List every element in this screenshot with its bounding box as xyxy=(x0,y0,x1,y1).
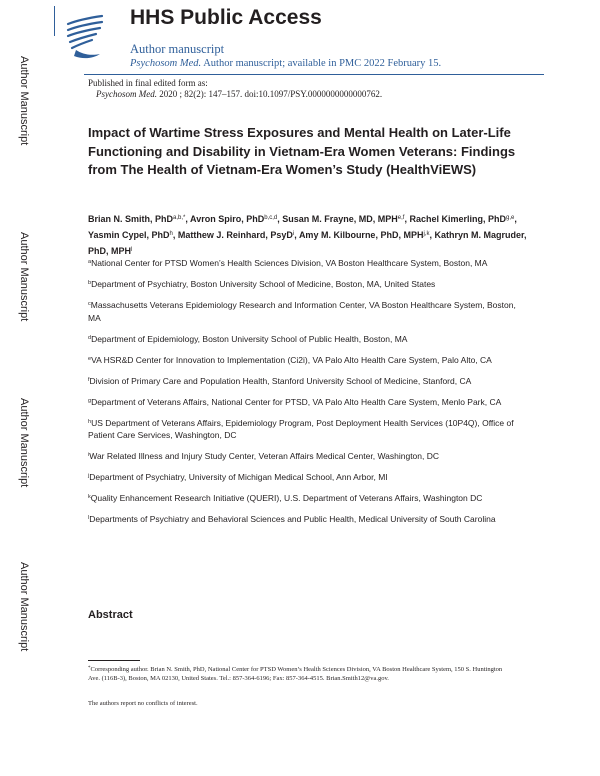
affiliation-text: National Center for PTSD Women’s Health Sciences Division, VA Boston Healthcare System, Boston, MA xyxy=(91,258,488,268)
affiliation-list xyxy=(88,256,526,533)
affiliation-marker: b xyxy=(88,280,92,286)
author-name: Brian N. Smith, PhD xyxy=(88,214,174,224)
hhs-public-access-title: HHS Public Access xyxy=(130,6,322,29)
affiliation-text: Department of Epidemiology, Boston University School of Public Health, Boston, MA xyxy=(91,333,408,344)
affiliation-marker: l xyxy=(88,515,90,521)
author-separator: , xyxy=(514,214,517,224)
author-affil-marker: g,e xyxy=(505,215,515,221)
author-affil-marker: a,b,* xyxy=(173,215,186,221)
affiliation-text: VA HSR&D Center for Innovation to Implementation (Ci2i), VA Palo Alto Health Care System, Palo Alto, CA xyxy=(91,354,492,365)
header-accent-rule xyxy=(54,6,55,36)
citation-line xyxy=(96,89,382,99)
citation-details: 2020 ; 82(2): 147–157. doi:10.1097/PSY.0000000000000762. xyxy=(156,89,383,99)
author-name: Matthew J. Reinhard, PsyD xyxy=(177,230,293,240)
author-affil-marker: h xyxy=(169,231,173,237)
affiliation-marker: d xyxy=(88,334,92,341)
author-name: Susan M. Frayne, MD, MPH xyxy=(282,214,398,224)
author-affil-marker: l xyxy=(131,247,133,253)
author-separator: , xyxy=(294,230,299,240)
hhs-eagle-logo-icon xyxy=(62,10,108,62)
corresponding-author-footnote xyxy=(88,665,508,683)
abstract-heading: Abstract xyxy=(88,609,133,621)
affiliation-text: Division of Primary Care and Population Health, Stanford University School of Medicine, Stanford, CA xyxy=(89,375,472,386)
author-name: Avron Spiro, PhD xyxy=(190,214,265,224)
conflicts-statement: The authors report no conflicts of interest. xyxy=(88,700,198,707)
author-affil-marker: j,k xyxy=(423,231,430,237)
citation-journal: Psychosom Med. xyxy=(96,89,157,99)
affiliation-item xyxy=(88,256,526,270)
affiliation-marker: g xyxy=(88,397,92,404)
journal-name: Psychosom Med. xyxy=(130,58,202,69)
author-name: Kathryn M. Magruder, PhD, MPH xyxy=(88,230,527,256)
author-name: Amy M. Kilbourne, PhD, MPH xyxy=(298,230,424,240)
affiliation-marker: c xyxy=(88,301,91,307)
affiliation-text: Department of Psychiatry, Boston University School of Medicine, Boston, MA, United States xyxy=(91,279,436,289)
sidebar-author-manuscript-label: Author Manuscript xyxy=(18,562,30,652)
affiliation-item xyxy=(88,353,526,367)
author-separator: , xyxy=(404,214,410,224)
affiliation-text: US Department of Veterans Affairs, Epidemiology Program, Post Deployment Health Services (10P4Q), Office of Patient Care Services, Washington, DC xyxy=(88,417,514,440)
affiliation-item xyxy=(88,332,526,346)
header-divider xyxy=(84,74,544,75)
affiliation-marker: e xyxy=(88,355,92,362)
affiliation-item xyxy=(88,449,526,463)
affiliation-marker: a xyxy=(88,259,92,265)
published-form-label: Published in final edited form as: xyxy=(88,78,208,88)
sidebar-author-manuscript-label: Author Manuscript xyxy=(18,398,30,488)
affiliation-text: War Related Illness and Injury Study Center, Veteran Affairs Medical Center, Washington, DC xyxy=(89,451,440,461)
journal-availability-line xyxy=(130,58,441,69)
affiliation-marker: k xyxy=(88,494,91,500)
author-manuscript-label: Author manuscript xyxy=(130,42,225,56)
affiliation-item xyxy=(88,298,526,324)
footnote-text: Corresponding author. Brian N. Smith, PhD, National Center for PTSD Women’s Health Sciences Division, VA Boston Healthcare System, 150 S. Huntington Ave. (116B-3), Boston, MA 02130, United States. Tel.: 857-364-6196; Fax: 857-364-4515. Brian.Smith12@va.gov. xyxy=(88,666,503,682)
affiliation-marker: i xyxy=(88,452,90,458)
affiliation-text: Massachusetts Veterans Epidemiology Research and Information Center, VA Boston Healthcare System, Boston, MA xyxy=(88,300,516,323)
affiliation-marker: j xyxy=(88,473,90,479)
author-list xyxy=(88,211,528,259)
author-name: Yasmin Cypel, PhD xyxy=(88,230,170,240)
affiliation-item xyxy=(88,374,526,388)
affiliation-item xyxy=(88,277,526,291)
affiliation-text: Quality Enhancement Research Initiative (QUERI), U.S. Department of Veterans Affairs, Washington DC xyxy=(90,493,483,503)
affiliation-item xyxy=(88,416,526,442)
article-title: Impact of Wartime Stress Exposures and Mental Health on Later-Life Functioning and Disability in Vietnam-Era Women Veterans: Findings from The Health of Vietnam-Era Women’s Study (HealthViEWS) xyxy=(88,125,516,177)
sidebar-author-manuscript-label: Author Manuscript xyxy=(18,56,30,146)
author-separator: , xyxy=(429,230,435,240)
affiliation-item xyxy=(88,395,526,409)
footnote-marker: * xyxy=(88,666,91,671)
author-affil-marker: i xyxy=(292,231,295,237)
affiliation-marker: f xyxy=(88,376,90,383)
author-affil-marker: e,f xyxy=(397,215,405,221)
sidebar-author-manuscript-label: Author Manuscript xyxy=(18,232,30,322)
affiliation-item xyxy=(88,512,526,526)
affiliation-item xyxy=(88,491,526,505)
author-affil-marker: b,c,d xyxy=(264,215,278,221)
affiliation-item xyxy=(88,470,526,484)
author-name: Rachel Kimerling, PhD xyxy=(409,214,506,224)
affiliation-text: Department of Psychiatry, University of Michigan Medical School, Ann Arbor, MI xyxy=(89,472,388,482)
author-separator: , xyxy=(172,230,178,240)
author-separator: , xyxy=(185,214,191,224)
affiliation-text: Departments of Psychiatry and Behavioral Sciences and Public Health, Medical University of South Carolina xyxy=(89,514,496,524)
author-separator: , xyxy=(277,214,283,224)
affiliation-marker: h xyxy=(88,418,92,425)
availability-text: Author manuscript; available in PMC 2022 February 15. xyxy=(201,58,442,69)
footnote-rule xyxy=(88,660,140,661)
affiliation-text: Department of Veterans Affairs, National Center for PTSD, VA Palo Alto Health Care System, Menlo Park, CA xyxy=(91,396,502,407)
